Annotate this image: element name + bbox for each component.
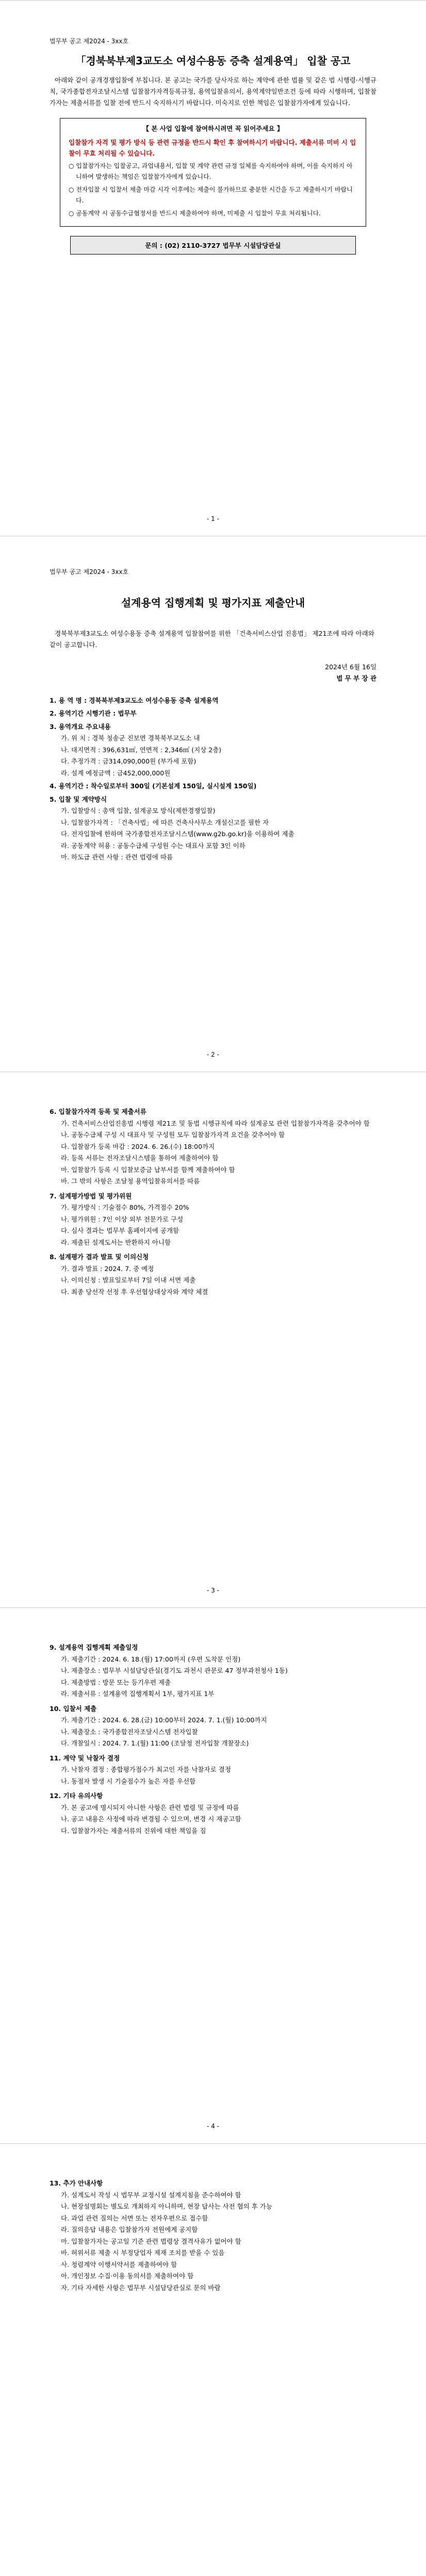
- section-line: 다. 과업 관련 질의는 서면 또는 전자우편으로 접수함: [61, 2214, 208, 2222]
- section-line: 가. 설계도서 작성 시 법무부 교정시설 설계지침을 준수하여야 함: [61, 2191, 241, 2199]
- notice-item: ○ 공동계약 시 공동수급협정서를 반드시 제출하여야 하며, 미제출 시 입찰이 무효 처리됩니다.: [69, 210, 321, 217]
- section-heading: 4. 용역기간 : 착수일로부터 300일 (기본설계 150일, 실시설계 150일): [50, 782, 257, 790]
- section-line: 다. 최종 당선작 선정 후 우선협상대상자와 계약 체결: [61, 1287, 208, 1296]
- section-line: 나. 이의신청 : 발표일로부터 7일 이내 서면 제출: [61, 1276, 196, 1284]
- page-number: - 2 -: [207, 1051, 219, 1058]
- notice-number: 법무부 공고 제2024 - 3xx호: [50, 38, 129, 45]
- section-line: 바. 그 밖의 사항은 조달청 용역입찰유의서를 따름: [61, 1177, 200, 1185]
- section-heading: 9. 설계용역 집행계획 제출일정: [50, 1643, 138, 1651]
- section-heading: 12. 기타 유의사항: [50, 1792, 103, 1800]
- section-line: 마. 입찰참가자는 공고일 기준 관련 법령상 결격사유가 없어야 함: [61, 2237, 241, 2245]
- notice-item: ○ 전자입찰 시 입찰서 제출 마감 시각 이후에는 제출이 불가하므로 충분한 시간을 두고 제출하시기 바랍니다.: [69, 186, 353, 205]
- section-heading: 13. 추가 안내사항: [50, 2179, 103, 2187]
- section-line: 라. 제출된 설계도서는 반환하지 아니함: [61, 1238, 171, 1246]
- section-line: 가. 낙찰자 결정 : 종합평가점수가 최고인 자를 낙찰자로 결정: [61, 1766, 231, 1773]
- section-line: 가. 평가방식 : 기술점수 80%, 가격점수 20%: [61, 1204, 189, 1211]
- section-list: [50, 1642, 376, 1837]
- page-3: [0, 1072, 426, 1607]
- notice-date: 2024년 6월 16일: [325, 663, 376, 671]
- page-number: - 4 -: [207, 2123, 219, 2130]
- section-line: 사. 청렴계약 이행서약서를 제출하여야 함: [61, 2260, 177, 2268]
- section-line: 라. 공동계약 허용 : 공동수급체 구성원 수는 대표사 포함 3인 이하: [61, 841, 245, 850]
- section-line: 가. 제출기간 : 2024. 6. 28.(금) 10:00부터 2024. 7. 1.(월) 10:00까지: [61, 1716, 267, 1724]
- notice-title: 「경북북부제3교도소 여성수용동 증축 설계용역」 입찰 공고: [75, 55, 351, 67]
- section-list: [50, 1106, 376, 1298]
- section-line: 가. 위 치 : 경북 청송군 진보면 경북북부교도소 내: [61, 734, 200, 742]
- section-line: 나. 제출장소 : 법무부 시설담당관실(경기도 과천시 관문로 47 정부과천청사 1동): [61, 1667, 288, 1674]
- section-line: 나. 제출장소 : 국가종합전자조달시스템 전자입찰: [61, 1727, 198, 1736]
- section-line: 나. 대지면적 : 396,631㎡, 연면적 : 2,346㎡ (지상 2층): [61, 745, 222, 754]
- section-line: 나. 평가위원 : 7인 이상 외부 전문가로 구성: [61, 1215, 184, 1223]
- notice-box: [60, 118, 366, 227]
- page-4: [0, 1607, 426, 2143]
- notice-box-title: 【 본 사업 입찰에 참여하시려면 꼭 읽어주세요 】: [142, 124, 284, 132]
- notice-number: 법무부 공고 제2024 - 3xx호: [50, 568, 129, 575]
- section-heading: 2. 용역기간 시행기관 : 법무부: [50, 709, 137, 718]
- page-5: [0, 2143, 426, 2576]
- section-line: 가. 입찰방식 : 총액 입찰, 설계공모 방식(제한경쟁입찰): [61, 807, 216, 815]
- section-heading: 11. 계약 및 낙찰자 결정: [50, 1754, 120, 1762]
- section-line: 가. 결과 발표 : 2024. 7. 중 예정: [61, 1264, 154, 1273]
- notice-box-warning: 입찰참가 자격 및 평가 방식 등 관련 규정을 반드시 확인 후 참여하시기 바랍니다. 제출서류 미비 시 입찰이 무효 처리될 수 있습니다.: [69, 138, 356, 157]
- section-line: 마. 하도급 관련 사항 : 관련 법령에 따름: [61, 853, 173, 861]
- section-line: 아. 개인정보 수집·이용 동의서를 제출하여야 함: [61, 2272, 194, 2280]
- section-heading: 10. 입찰서 제출: [50, 1704, 97, 1713]
- section-line: 라. 설계 예정금액 : 금452,000,000원: [61, 769, 171, 777]
- page-2: [0, 536, 426, 1072]
- section-line: 나. 동점자 발생 시 기술점수가 높은 자를 우선함: [61, 1777, 196, 1785]
- issuing-organization: 법 무 부 장 관: [336, 674, 376, 682]
- page-number: - 1 -: [207, 515, 219, 522]
- section-heading: 7. 설계평가방법 및 평가위원: [50, 1192, 132, 1200]
- section-line: 라. 등록 서류는 전자조달시스템을 통하여 제출하여야 함: [61, 1154, 219, 1162]
- section-line: 다. 제출방법 : 방문 또는 등기우편 제출: [61, 1678, 171, 1686]
- section-heading: 6. 입찰참가자격 등록 및 제출서류: [50, 1108, 146, 1115]
- section-line: 다. 심사 결과는 법무부 홈페이지에 공개함: [61, 1227, 179, 1234]
- section-list: [50, 2178, 376, 2294]
- section-line: 라. 질의응답 내용은 입찰참가자 전원에게 공지함: [61, 2226, 198, 2233]
- section-line: 가. 건축서비스산업진흥법 시행령 제21조 및 동법 시행규칙에 따라 설계공모 관련 입찰참가자격을 갖추어야 함: [61, 1119, 370, 1127]
- section-line: 마. 입찰참가 등록 시 입찰보증금 납부서를 함께 제출하여야 함: [61, 1165, 235, 1174]
- page-1: [0, 0, 426, 536]
- intro-paragraph: 경북북부제3교도소 여성수용동 증축 설계용역 입찰참여를 위한 「건축서비스산업 진흥법」 제21조에 따라 아래와 같이 공고합니다.: [50, 630, 374, 649]
- section-line: 자. 기타 자세한 사항은 법무부 시설담당관실로 문의 바람: [61, 2283, 221, 2292]
- section-line: 다. 개찰일시 : 2024. 7. 1.(월) 11:00 (조달청 전자입찰 개찰장소): [61, 1739, 249, 1747]
- section-line: 바. 허위서류 제출 시 부정당업자 제재 조치를 받을 수 있음: [61, 2249, 225, 2257]
- section-line: 나. 현장설명회는 별도로 개최하지 아니하며, 현장 답사는 사전 협의 후 가능: [61, 2202, 272, 2210]
- contact-box: 문의 : (02) 2110-3727 법무부 시설담당관실: [70, 236, 356, 255]
- notice-lead: 아래와 같이 공개경쟁입찰에 부칩니다. 본 공고는 국가를 당사자로 하는 계약에 관한 법률 및 같은 법 시행령·시행규칙, 국가종합전자조달시스템 입찰참가자격등록규정, 용역입찰유의서, 용역계약일반조건 등에 따라 시행하며, 입찰참가자는 제출서류를 입찰 전에 반드시 숙지하시기 바랍니다. 미숙지로 인한 책임은 입찰참가자에게 있습니다.: [50, 76, 376, 107]
- section-heading: 8. 설계평가 결과 발표 및 이의신청: [50, 1253, 149, 1261]
- section-line: 다. 입찰참가자는 제출서류의 진위에 대한 책임을 짐: [61, 1826, 206, 1835]
- section-line: 가. 제출기간 : 2024. 6. 18.(월) 17:00까지 (우편 도착분 인정): [61, 1655, 241, 1663]
- section-heading: 1. 용 역 명 : 경북북부제3교도소 여성수용동 증축 설계용역: [50, 696, 219, 704]
- section-line: 나. 입찰참가자격 : 「건축사법」에 따른 건축사사무소 개설신고를 필한 자: [61, 818, 269, 826]
- section-heading: 5. 입찰 및 계약방식: [50, 795, 107, 803]
- notice-item: ○ 입찰참가자는 입찰공고, 과업내용서, 입찰 및 계약 관련 규정 일체를 숙지하여야 하며, 이를 숙지하지 아니하여 발생하는 책임은 입찰참가자에게 있습니다.: [69, 162, 353, 181]
- section-list: [50, 695, 376, 863]
- section-heading: 3. 용역개요 주요내용: [50, 722, 111, 731]
- section-line: 다. 추정가격 : 금314,090,000원 (부가세 포함): [61, 757, 196, 766]
- section-line: 나. 공동수급체 구성 시 대표사 및 구성원 모두 입찰참가자격 요건을 갖추어야 함: [61, 1131, 285, 1139]
- section-line: 다. 전자입찰에 한하며 국가종합전자조달시스템(www.g2b.go.kr)을 이용하여 제출: [61, 830, 294, 838]
- page-number: - 3 -: [207, 1587, 219, 1594]
- section-line: 가. 본 공고에 명시되지 아니한 사항은 관련 법령 및 규정에 따름: [61, 1803, 239, 1811]
- page-title: 설계용역 집행계획 및 평가지표 제출안내: [121, 597, 305, 609]
- section-line: 다. 입찰참가 등록 마감 : 2024. 6. 26.(수) 18:00까지: [61, 1142, 215, 1150]
- section-line: 나. 공고 내용은 사정에 따라 변경될 수 있으며, 변경 시 재공고함: [61, 1815, 241, 1823]
- section-line: 라. 제출서류 : 설계용역 집행계획서 1부, 평가지표 1부: [61, 1690, 215, 1698]
